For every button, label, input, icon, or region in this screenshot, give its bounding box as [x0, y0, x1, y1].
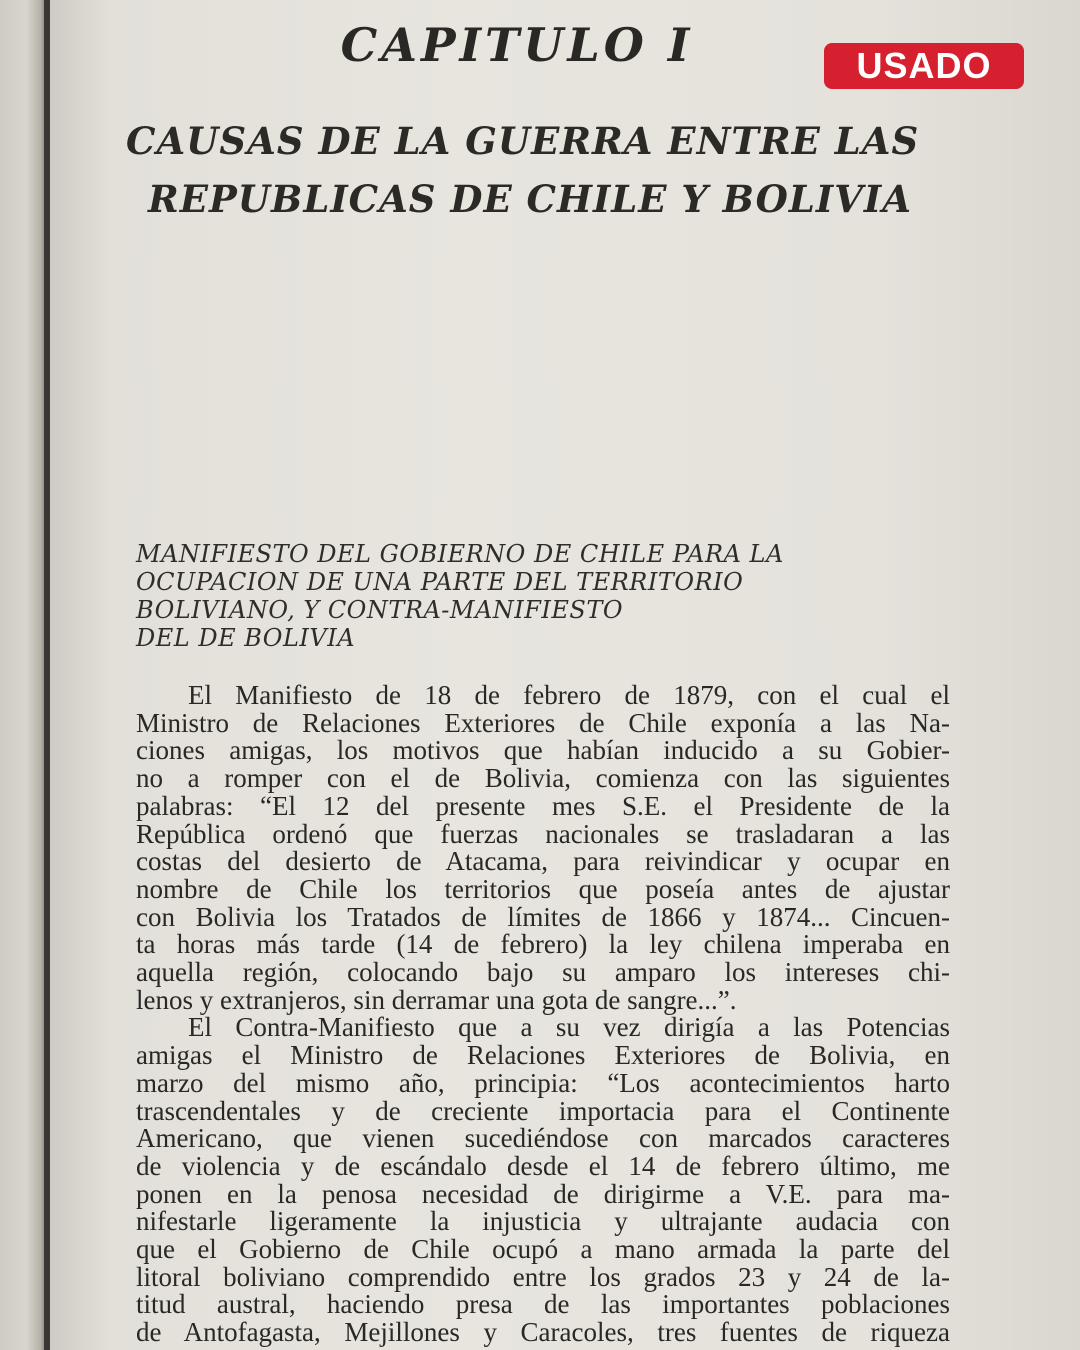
- text-line: nifestarle ligeramente la injusticia y ultrajante audacia con: [136, 1206, 950, 1237]
- text-line: El Manifiesto de 18 de febrero de 1879, con el cual el: [188, 680, 950, 710]
- text-line: no a romper con el de Bolivia, comienza con las siguientes: [136, 763, 950, 794]
- text-line: lenos y extranjeros, sin derramar una gota de sangre...”.: [136, 984, 737, 1015]
- body-text: [136, 682, 950, 1347]
- text-line: ponen en la penosa necesidad de dirigirme a V.E. para ma-: [136, 1178, 950, 1209]
- section-heading-line: MANIFIESTO DEL GOBIERNO DE CHILE PARA LA: [136, 540, 784, 568]
- text-line: titud austral, haciendo presa de las importantes poblaciones: [136, 1289, 950, 1320]
- text-line: nombre de Chile los territorios que poseía antes de ajustar: [136, 873, 950, 904]
- book-page: [50, 0, 1080, 1350]
- text-line: trascendentales y de creciente importacia para el Continente: [136, 1095, 950, 1126]
- paragraph: [136, 1014, 950, 1346]
- text-line: litoral boliviano comprendido entre los grados 23 y 24 de la-: [136, 1261, 950, 1292]
- text-line: que el Gobierno de Chile ocupó a mano armada la parte del: [136, 1234, 950, 1265]
- section-heading-line: BOLIVIANO, Y CONTRA-MANIFIESTO: [136, 596, 624, 624]
- chapter-title-line: CAUSAS DE LA GUERRA ENTRE LAS: [126, 119, 920, 163]
- text-line: palabras: “El 12 del presente mes S.E. el Presidente de la: [136, 790, 950, 821]
- text-line: Ministro de Relaciones Exteriores de Chile exponía a las Na-: [136, 707, 950, 738]
- condition-badge: USADO: [824, 43, 1024, 89]
- text-line: de violencia y de escándalo desde el 14 de febrero último, me: [136, 1150, 950, 1181]
- text-line: costas del desierto de Atacama, para reivindicar y ocupar en: [136, 846, 950, 877]
- chapter-heading: CAPITULO I: [340, 18, 694, 72]
- text-line: marzo del mismo año, principia: “Los acontecimientos harto: [136, 1067, 950, 1098]
- text-line: ta horas más tarde (14 de febrero) la ley chilena imperaba en: [136, 929, 950, 960]
- text-line: de Antofagasta, Mejillones y Caracoles, tres fuentes de riqueza: [136, 1317, 950, 1348]
- chapter-title-line: REPUBLICAS DE CHILE Y BOLIVIA: [148, 177, 912, 221]
- text-line: con Bolivia los Tratados de límites de 1866 y 1874... Cincuen-: [136, 901, 950, 932]
- text-line: Americano, que vienen sucediéndose con marcados caracteres: [136, 1123, 950, 1154]
- text-line: amigas el Ministro de Relaciones Exteriores de Bolivia, en: [136, 1040, 950, 1071]
- chapter-title: [126, 112, 966, 228]
- text-line: aquella región, colocando bajo su amparo los intereses chi-: [136, 957, 950, 988]
- section-heading: [136, 540, 956, 652]
- text-line: ciones amigas, los motivos que habían inducido a su Gobier-: [136, 735, 950, 766]
- text-line: República ordenó que fuerzas nacionales se trasladaran a las: [136, 818, 950, 849]
- section-heading-line: DEL DE BOLIVIA: [136, 624, 356, 652]
- facing-page-edge: [0, 0, 48, 1350]
- paragraph: [136, 682, 950, 1014]
- section-heading-line: OCUPACION DE UNA PARTE DEL TERRITORIO: [136, 568, 744, 596]
- text-line: El Contra-Manifiesto que a su vez dirigía a las Potencias: [188, 1012, 950, 1043]
